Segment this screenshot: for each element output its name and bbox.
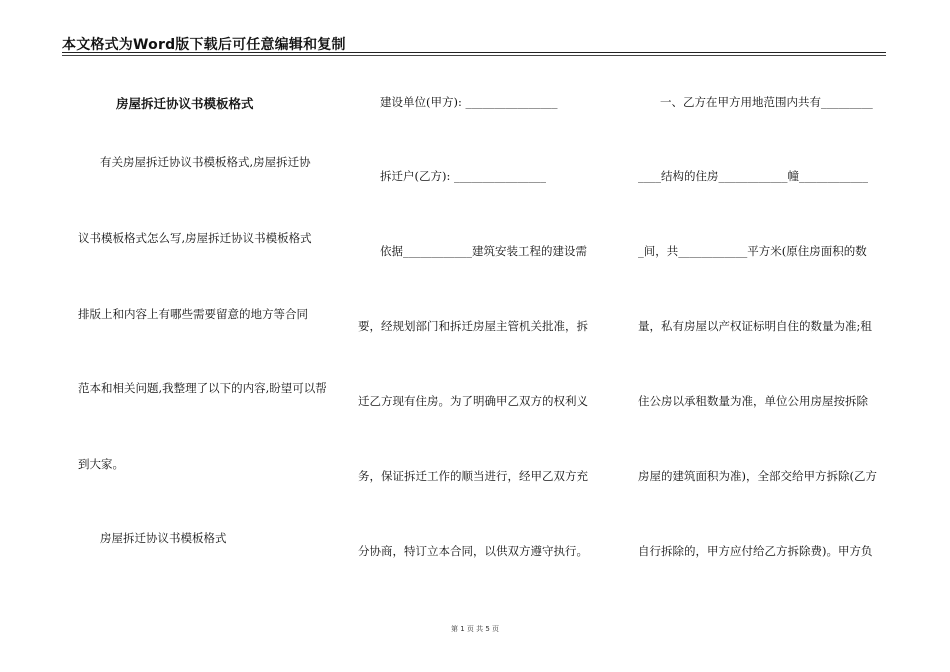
paragraph-line: 议书模板格式怎么写,房屋拆迁协议书模板格式 (78, 231, 312, 245)
text-column-2 (358, 0, 608, 672)
paragraph-line: 自行拆除的，甲方应付给乙方拆除费)。甲方负 (638, 544, 873, 558)
paragraph-line: 有关房屋拆迁协议书模板格式,房屋拆迁协 (100, 155, 311, 169)
party-b-line: 拆迁户(乙方): ________________ (380, 169, 547, 183)
paragraph-line: 一、乙方在甲方用地范围内共有_________ (660, 95, 873, 109)
page-number: 第 1 页 共 5 页 (450, 625, 500, 633)
paragraph-line: _间，共____________平方米(原住房面积的数 (638, 244, 867, 258)
paragraph-line: 范本和相关问题,我整理了以下的内容,盼望可以帮 (78, 381, 327, 395)
section-heading: 房屋拆迁协议书模板格式 (100, 531, 227, 545)
paragraph-line: 住公房以承租数量为准，单位公用房屋按拆除 (638, 394, 868, 408)
paragraph-line: 排版上和内容上有哪些需要留意的地方等合同 (78, 307, 308, 321)
party-a-line: 建设单位(甲方): ________________ (380, 95, 558, 109)
document-title: 房屋拆迁协议书模板格式 (116, 96, 254, 111)
paragraph-line: 务，保证拆迁工作的顺当进行，经甲乙双方充 (358, 469, 588, 483)
paragraph-line: 量，私有房屋以产权证标明自住的数量为准;租 (638, 319, 872, 333)
text-column-1 (78, 0, 328, 672)
paragraph-line: 迁乙方现有住房。为了明确甲乙双方的权利义 (358, 394, 588, 408)
text-column-3 (638, 0, 888, 672)
paragraph-line: 分协商，特订立本合同，以供双方遵守执行。 (358, 544, 588, 558)
paragraph-line: 到大家。 (78, 457, 124, 471)
page-header: 本文格式为Word版下载后可任意编辑和复制 (62, 37, 346, 53)
paragraph-line: 房屋的建筑面积为准)，全部交给甲方拆除(乙方 (638, 469, 877, 483)
paragraph-line: 依据____________建筑安装工程的建设需 (380, 244, 587, 258)
paragraph-line: 要，经规划部门和拆迁房屋主管机关批准，拆 (358, 319, 588, 333)
paragraph-line: ____结构的住房____________幢____________ (638, 169, 868, 183)
